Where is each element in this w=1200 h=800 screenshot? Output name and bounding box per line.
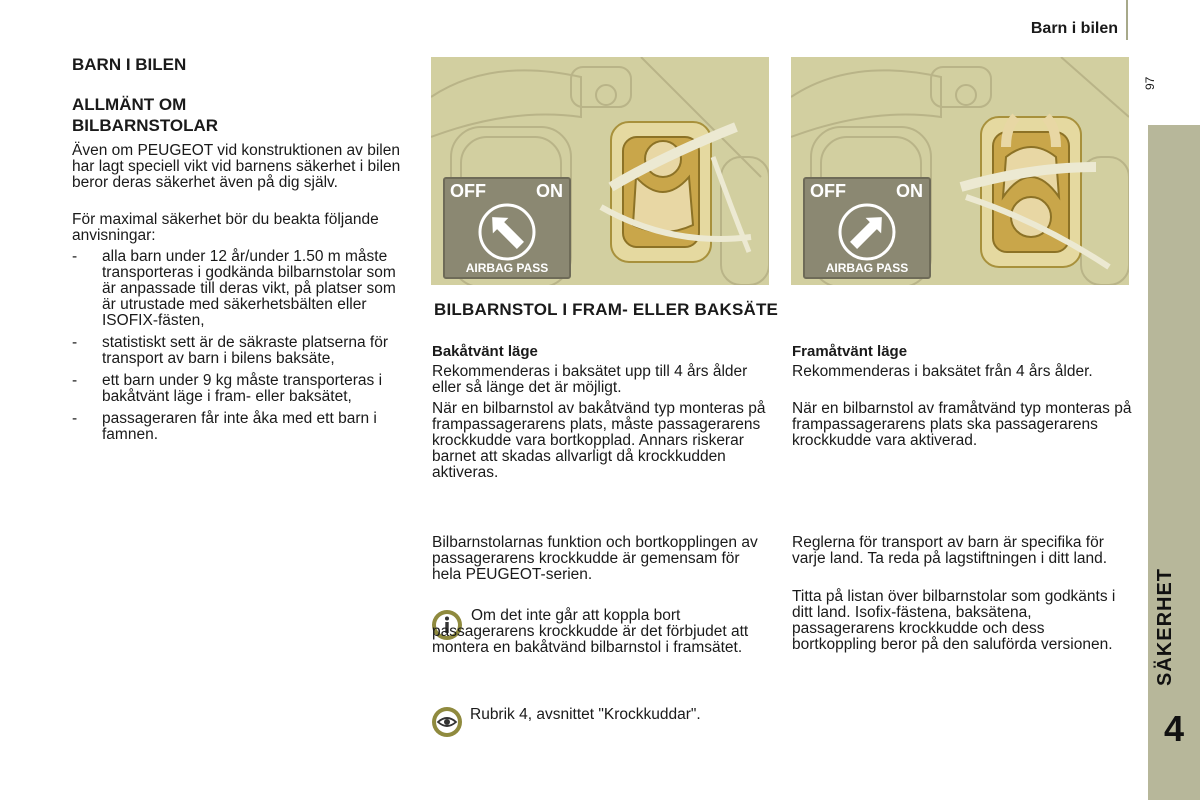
chapter-number: 4 <box>1163 708 1185 749</box>
airbag-pass-label: AIRBAG PASS <box>465 261 549 275</box>
header-divider <box>1126 0 1128 40</box>
airbag-on-label: ON <box>536 181 563 201</box>
list-item: - alla barn under 12 år/under 1.50 m måste transporteras i godkända bilbarnstolar som är anpassade till deras vikt, på platser som är utrustade med säkerhetsbälten eller ISOFIX-fästen, <box>72 248 396 329</box>
rear-facing-title: Bakåtvänt läge <box>432 343 538 360</box>
forward-facing-recommendation: Rekommenderas i baksätet från 4 års ålder. <box>792 363 1093 380</box>
list-item: - ett barn under 9 kg måste transporteras i bakåtvänt läge i fram- eller baksätet, <box>72 372 383 405</box>
list-item: - statistiskt sett är de säkraste platserna för transport av barn i bilens baksäte, <box>72 334 389 367</box>
forward-facing-title: Framåtvänt läge <box>792 343 908 360</box>
airbag-off-label: OFF <box>810 181 846 201</box>
forward-facing-warning: När en bilbarnstol av framåtvänd typ monteras på frampassagerarens plats ska passagerarens krockkudde vara aktiverad. <box>792 400 1132 449</box>
airbag-off-label: OFF <box>450 181 486 201</box>
intro-paragraph: Även om PEUGEOT vid konstruktionen av bilen har lagt speciell vikt vid barnens säkerhet i bilen beror deras säkerhet även på dig själv. <box>72 142 401 191</box>
airbag-switch-panel <box>443 177 571 279</box>
country-rules-note: Reglerna för transport av barn är specifika för varje land. Ta reda på lagstiftningen i ditt land. <box>792 534 1108 567</box>
section-title: Barn i bilen <box>1030 20 1118 37</box>
general-note: Bilbarnstolarnas funktion och bortkopplingen av passagerarens krockkudde är gemensam för hela PEUGEOT-serien. <box>432 534 758 583</box>
list-item: - passageraren får inte åka med ett barn i famnen. <box>72 410 377 443</box>
airbag-on-label: ON <box>896 181 923 201</box>
advice-list <box>72 249 412 449</box>
page-title: BARN I BILEN <box>72 55 187 74</box>
chapter-label: SÄKERHET <box>1154 567 1176 686</box>
airbag-dial-on-icon <box>838 203 896 261</box>
eye-icon <box>431 706 463 738</box>
airbag-pass-label: AIRBAG PASS <box>825 261 909 275</box>
chapter-side-tab <box>1148 125 1200 800</box>
advice-intro: För maximal säkerhet bör du beakta följande anvisningar: <box>72 211 379 244</box>
info-note: Om det inte går att koppla bort passagerarens krockkudde är det förbjudet att montera en bakåtvänd bilbarnstol i framsätet. <box>432 607 749 656</box>
approved-seats-note: Titta på listan över bilbarnstolar som godkänts i ditt land. Isofix-fästena, baksätena, passagerarens krockkudde och dess bortkoppling beror på den saluförda versionen. <box>792 588 1116 653</box>
page-number: 97 <box>1143 76 1157 90</box>
rear-facing-seat-illustration <box>431 57 769 285</box>
rear-facing-recommendation: Rekommenderas i baksätet upp till 4 års ålder eller så länge det är möjligt. <box>432 363 748 396</box>
airbag-switch-panel <box>803 177 931 279</box>
forward-facing-seat-illustration <box>791 57 1129 285</box>
airbag-dial-off-icon <box>478 203 536 261</box>
seat-position-heading: BILBARNSTOL I FRAM- ELLER BAKSÄTE <box>434 300 779 319</box>
section-heading: ALLMÄNT OM BILBARNSTOLAR <box>72 95 219 135</box>
reference-note: Rubrik 4, avsnittet "Krockkuddar". <box>470 706 701 723</box>
rear-facing-warning: När en bilbarnstol av bakåtvänd typ monteras på frampassagerarens plats, måste passagerarens krockkudde vara bortkopplad. Annars riskerar barnet att skadas allvarligt då krockkudden aktiveras. <box>432 400 766 481</box>
